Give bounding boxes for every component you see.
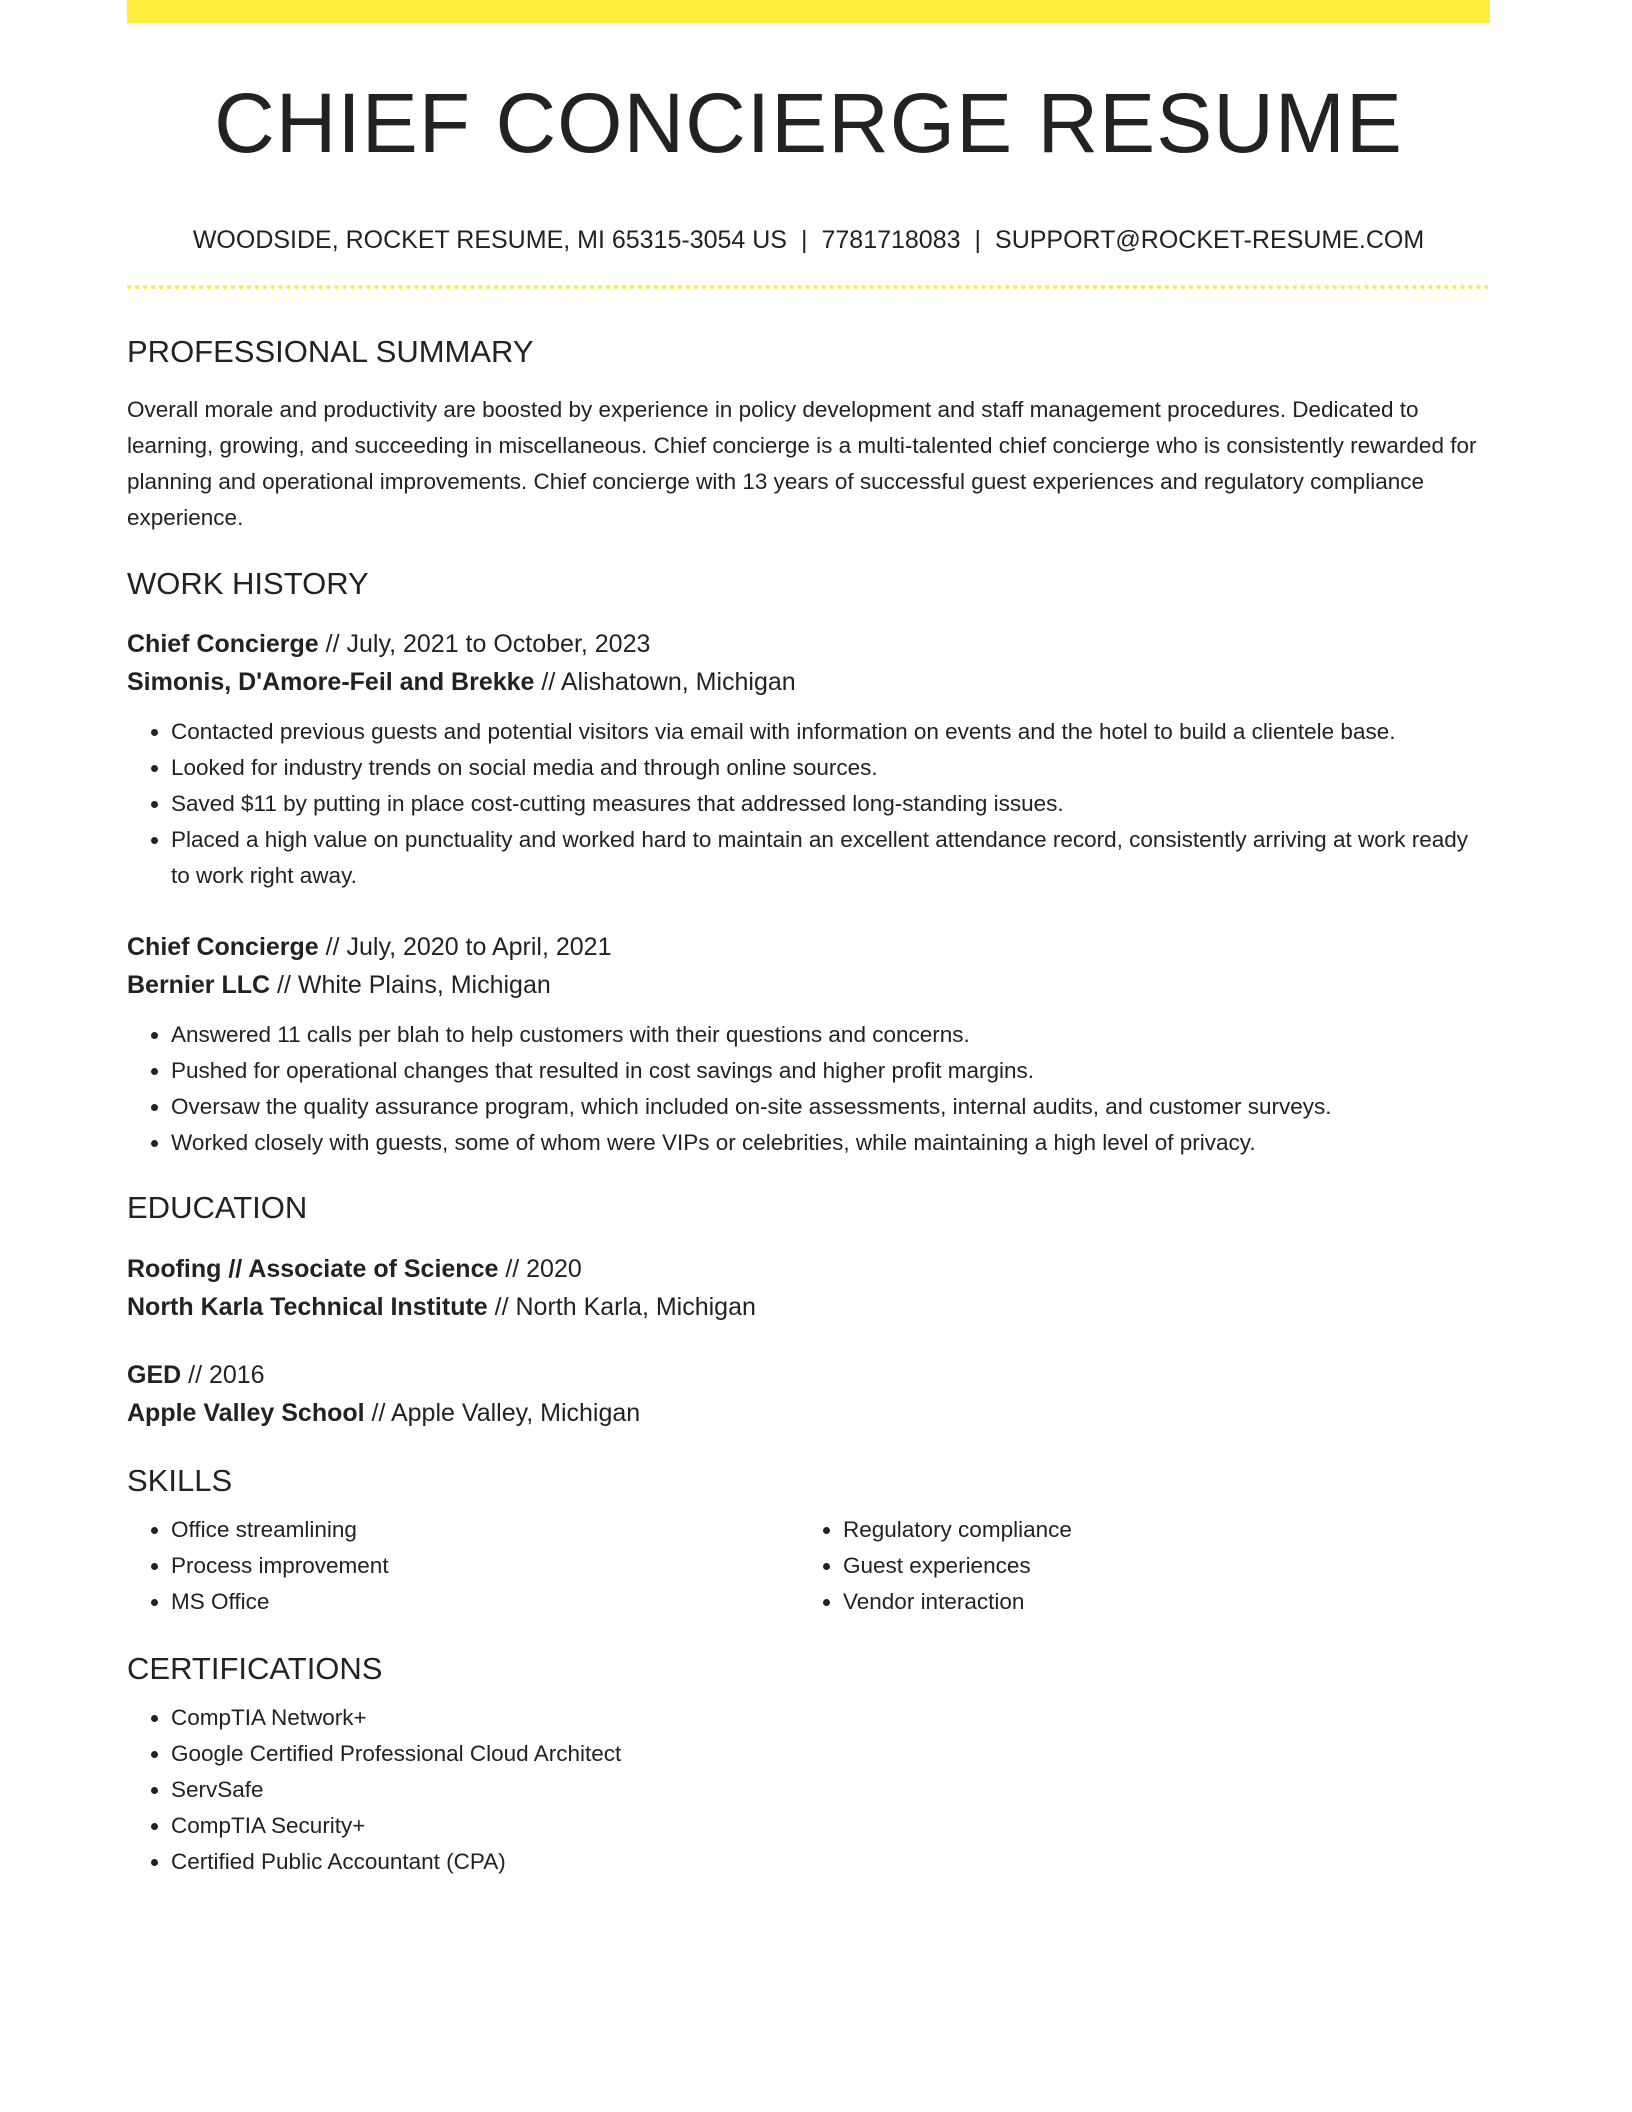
contact-separator: | [800, 226, 808, 254]
education-entry [127, 1250, 1490, 1326]
job-title-line [127, 625, 1490, 663]
job-entry [127, 928, 1490, 1161]
job-employer-line [127, 663, 1490, 701]
contact-phone: 7781718083 [821, 226, 961, 254]
job-bullet: • Placed a high value on punctuality and worked hard to maintain an excellent attendance record, consistently arriving at work ready to work right away. [171, 822, 1490, 894]
job-bullet: • Contacted previous guests and potential visitors via email with information on events and the hotel to build a clientele base. [171, 714, 1490, 750]
job-employer-line [127, 966, 1490, 1004]
job-bullet: • Looked for industry trends on social media and through online sources. [171, 750, 1490, 786]
skill-item: • Guest experiences [843, 1548, 1443, 1584]
resume-page [127, 0, 1490, 1880]
job-title-line [127, 928, 1490, 966]
skill-item: • Office streamlining [171, 1512, 799, 1548]
skills-right-list [799, 1512, 1443, 1620]
accent-top-bar [127, 0, 1490, 23]
certification-item: • ServSafe [171, 1772, 1490, 1808]
education-degree: GED [127, 1360, 182, 1389]
education-school: North Karla Technical Institute [127, 1292, 488, 1321]
education-year: // 2020 [498, 1254, 582, 1283]
certification-item: • CompTIA Security+ [171, 1808, 1490, 1844]
contact-address: WOODSIDE, ROCKET RESUME, MI 65315-3054 US [192, 226, 787, 254]
education-entry [127, 1356, 1490, 1432]
education-location: // Apple Valley, Michigan [364, 1398, 641, 1427]
certifications-heading: CERTIFICATIONS [127, 1650, 383, 1686]
job-bullet: • Oversaw the quality assurance program, which included on-site assessments, internal audits, and customer surveys. [171, 1089, 1490, 1125]
skill-item: • Vendor interaction [843, 1584, 1443, 1620]
education-degree-line [127, 1250, 1490, 1288]
summary-heading: PROFESSIONAL SUMMARY [127, 334, 534, 369]
education-degree: Roofing // Associate of Science [127, 1254, 499, 1283]
job-bullet: • Answered 11 calls per blah to help customers with their questions and concerns. [171, 1017, 1490, 1053]
education-degree-line [127, 1356, 1490, 1394]
job-entry [127, 625, 1490, 894]
certification-item: • CompTIA Network+ [171, 1700, 1490, 1736]
job-dates: // July, 2020 to April, 2021 [318, 933, 612, 962]
job-title: Chief Concierge [127, 933, 319, 962]
contact-separator: | [974, 226, 982, 254]
job-employer: Simonis, D'Amore-Feil and Brekke [127, 668, 535, 697]
skill-item: • MS Office [171, 1584, 799, 1620]
summary-text: Overall morale and productivity are boosted by experience in policy development and staff management procedures. Dedicated to learning, growing, and succeeding in miscellaneous. Chief concierge is a multi-talented chief concierge who is consistently rewarded for planning and operational improvements. Chief concierge with 13 years of successful guest experiences and regulatory compliance experience. [127, 397, 1477, 531]
job-location: // Alishatown, Michigan [534, 668, 796, 697]
contact-email: SUPPORT@ROCKET-RESUME.COM [995, 226, 1425, 254]
job-bullet: • Saved $11 by putting in place cost-cutting measures that addressed long-standing issues. [171, 786, 1490, 822]
job-bullet: • Worked closely with guests, some of whom were VIPs or celebrities, while maintaining a high level of privacy. [171, 1125, 1490, 1161]
job-title: Chief Concierge [127, 630, 319, 659]
education-year: // 2016 [181, 1360, 265, 1389]
skills-heading: SKILLS [127, 1462, 233, 1498]
job-bullets [127, 714, 1490, 894]
skills-columns [127, 1512, 1490, 1620]
job-location: // White Plains, Michigan [270, 971, 551, 1000]
job-dates: // July, 2021 to October, 2023 [318, 630, 651, 659]
work-history-heading: WORK HISTORY [127, 566, 369, 602]
page-title: CHIEF CONCIERGE RESUME [214, 76, 1403, 170]
job-bullets [127, 1017, 1490, 1161]
certification-item: • Google Certified Professional Cloud Architect [171, 1736, 1490, 1772]
dotted-divider [127, 285, 1490, 289]
skill-item: • Process improvement [171, 1548, 799, 1584]
contact-line [127, 225, 1490, 255]
education-school-line [127, 1288, 1490, 1326]
certification-item: • Certified Public Accountant (CPA) [171, 1844, 1490, 1880]
education-location: // North Karla, Michigan [487, 1292, 756, 1321]
skills-left-list [127, 1512, 799, 1620]
job-bullet: • Pushed for operational changes that resulted in cost savings and higher profit margins. [171, 1053, 1490, 1089]
skill-item: • Regulatory compliance [843, 1512, 1443, 1548]
education-heading: EDUCATION [127, 1190, 308, 1226]
education-school: Apple Valley School [127, 1398, 365, 1427]
education-school-line [127, 1394, 1490, 1432]
certifications-list [127, 1700, 1490, 1880]
job-employer: Bernier LLC [127, 971, 271, 1000]
